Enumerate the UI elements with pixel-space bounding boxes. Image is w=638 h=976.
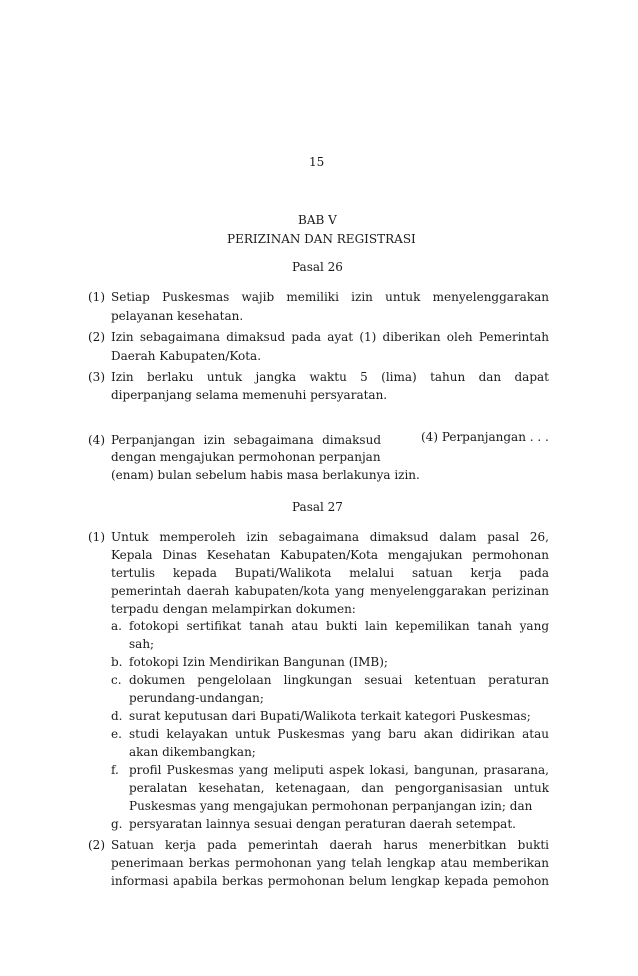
subitem-line: Puskesmas yang mengajukan permohonan perpanjangan izin; dan [129, 799, 533, 813]
item-line: Untuk memperoleh izin sebagaimana dimaksud dalam pasal 26, [111, 530, 549, 544]
subitem-letter: f. [111, 763, 119, 777]
chapter-subtitle: PERIZINAN DAN REGISTRASI [227, 232, 416, 246]
pasal-26-heading: Pasal 26 [292, 260, 343, 274]
subitem-line: fotokopi sertifikat tanah atau bukti lain kepemilikan tanah yang [129, 619, 549, 633]
item-line: terpadu dengan melampirkan dokumen: [111, 602, 356, 616]
item-number: (2) [88, 838, 105, 852]
item-line: Setiap Puskesmas wajib memiliki izin untuk menyelenggarakan [111, 290, 549, 304]
item-line: Satuan kerja pada pemerintah daerah harus menerbitkan bukti [111, 838, 549, 852]
item-line: dengan mengajukan permohonan perpanjan [111, 450, 381, 464]
item-line: Izin sebagaimana dimaksud pada ayat (1) diberikan oleh Pemerintah [111, 330, 549, 344]
catchword: (4) Perpanjangan . . . [421, 430, 549, 444]
item-number: (3) [88, 370, 105, 384]
item-line: (enam) bulan sebelum habis masa berlakunya izin. [111, 468, 420, 482]
page-number: 15 [309, 155, 325, 169]
item-line: informasi apabila berkas permohonan belum lengkap kepada pemohon [111, 874, 549, 888]
subitem-line: profil Puskesmas yang meliputi aspek lokasi, bangunan, prasarana, [129, 763, 549, 777]
item-line: Perpanjangan izin sebagaimana dimaksud [111, 433, 381, 447]
item-line: Izin berlaku untuk jangka waktu 5 (lima) tahun dan dapat [111, 370, 549, 384]
subitem-letter: a. [111, 619, 122, 633]
item-line: Kepala Dinas Kesehatan Kabupaten/Kota mengajukan permohonan [111, 548, 549, 562]
item-line: diperpanjang selama memenuhi persyaratan. [111, 388, 388, 402]
pasal-27-heading: Pasal 27 [292, 500, 343, 514]
item-number: (2) [88, 330, 105, 344]
subitem-line: dokumen pengelolaan lingkungan sesuai ketentuan peraturan [129, 673, 549, 687]
item-line: tertulis kepada Bupati/Walikota melalui satuan kerja pada [111, 566, 549, 580]
item-number: (4) [88, 433, 105, 447]
subitem-line: akan dikembangkan; [129, 745, 256, 759]
item-number: (1) [88, 290, 105, 304]
subitem-letter: d. [111, 709, 123, 723]
subitem-letter: b. [111, 655, 123, 669]
subitem-line: perundang-undangan; [129, 691, 264, 705]
subitem-letter: e. [111, 727, 122, 741]
item-line: penerimaan berkas permohonan yang telah lengkap atau memberikan [111, 856, 549, 870]
chapter-title: BAB V [298, 213, 337, 227]
subitem-line: sah; [129, 637, 155, 651]
item-number: (1) [88, 530, 105, 544]
subitem-line: fotokopi Izin Mendirikan Bangunan (IMB); [129, 655, 388, 669]
item-line: Daerah Kabupaten/Kota. [111, 349, 262, 363]
item-line: pelayanan kesehatan. [111, 309, 244, 323]
subitem-line: persyaratan lainnya sesuai dengan peraturan daerah setempat. [129, 817, 516, 831]
subitem-line: studi kelayakan untuk Puskesmas yang baru akan didirikan atau [129, 727, 549, 741]
subitem-letter: g. [111, 817, 123, 831]
subitem-line: peralatan kesehatan, ketenagaan, dan pengorganisasian untuk [129, 781, 549, 795]
subitem-letter: c. [111, 673, 122, 687]
subitem-line: surat keputusan dari Bupati/Walikota terkait kategori Puskesmas; [129, 709, 531, 723]
item-line: pemerintah daerah kabupaten/kota yang menyelenggarakan perizinan [111, 584, 549, 598]
